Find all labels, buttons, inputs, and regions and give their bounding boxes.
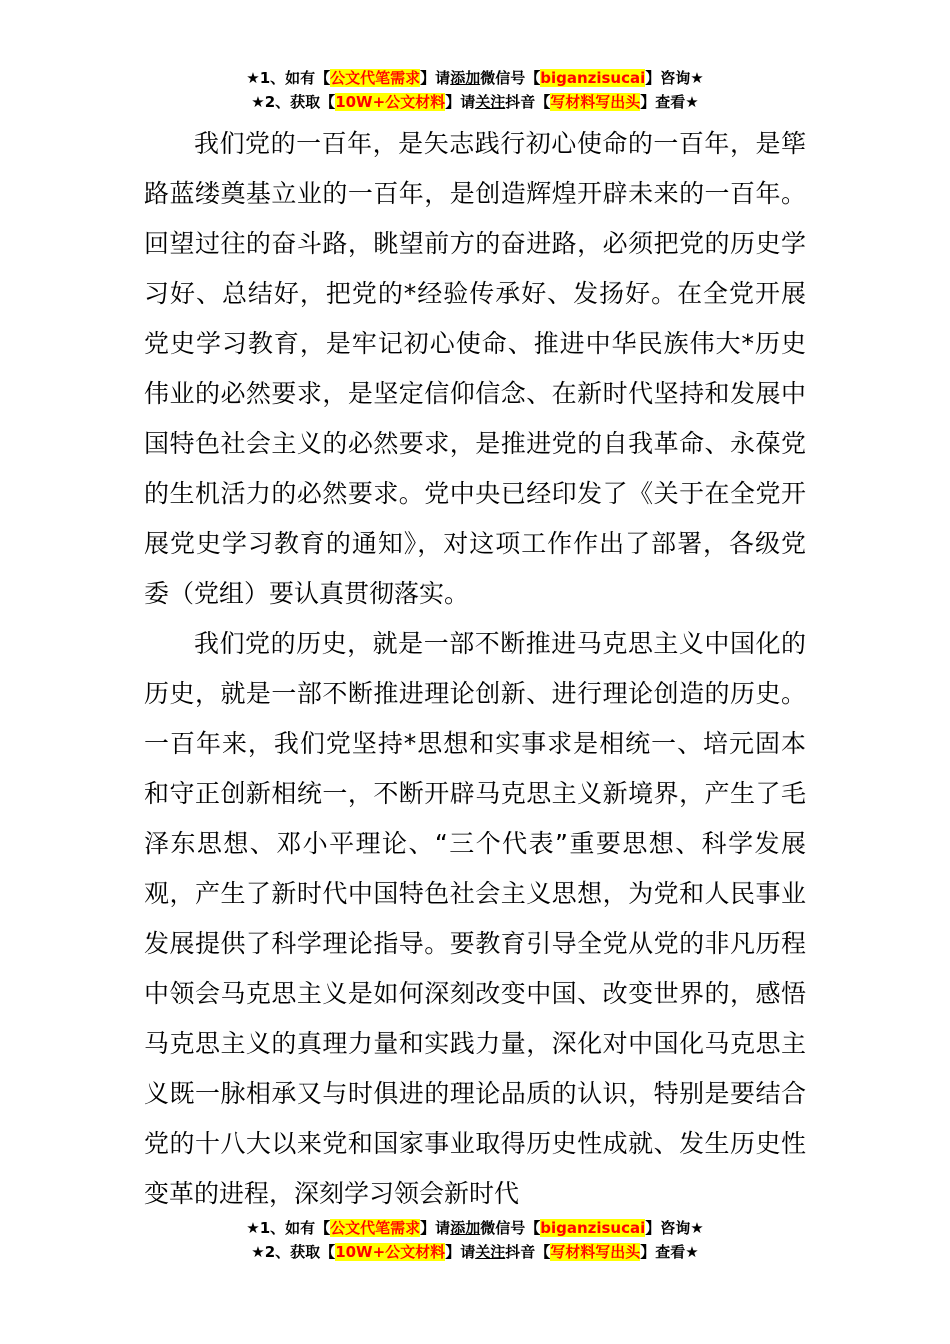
banner-line-2: ★2、获取【10W+公文材料】请关注抖音【写材料写出头】查看★ [251,1243,699,1261]
banner-line-1: ★1、如有【公文代笔需求】请添加微信号【biganzisucai】咨询★ [246,69,704,87]
underlined-add: 添加 [450,1219,481,1237]
highlight-materials: 10W+公文材料 [335,93,446,111]
banner-line-2: ★2、获取【10W+公文材料】请关注抖音【写材料写出头】查看★ [251,93,699,111]
underlined-follow: 关注 [475,1243,506,1261]
highlight-service: 公文代笔需求 [330,69,421,87]
underlined-add: 添加 [450,69,481,87]
highlight-wechat-id: biganzisucai [540,1219,646,1237]
highlight-service: 公文代笔需求 [330,1219,421,1237]
highlight-materials: 10W+公文材料 [335,1243,446,1261]
top-banner [0,66,950,114]
paragraph-2: 我们党的历史，就是一部不断推进马克思主义中国化的历史，就是一部不断推进理论创新、进行理论创造的历史。一百年来，我们党坚持*思想和实事求是相统一、培元固本和守正创新相统一，不断开辟马克思主义新境界，产生了毛泽东思想、邓小平理论、“三个代表”重要思想、科学发展观，产生了新时代中国特色社会主义思想，为党和人民事业发展提供了科学理论指导。要教育引导全党从党的非凡历程中领会马克思主义是如何深刻改变中国、改变世界的，感悟马克思主义的真理力量和实践力量，深化对中国化马克思主义既一脉相承又与时俱进的理论品质的认识，特别是要结合党的十八大以来党和国家事业取得历史性成就、发生历史性变革的进程，深刻学习领会新时代 [144,629,806,1208]
paragraph-1: 我们党的一百年，是矢志践行初心使命的一百年，是筚路蓝缕奠基立业的一百年，是创造辉煌开辟未来的一百年。回望过往的奋斗路，眺望前方的奋进路，必须把党的历史学习好、总结好，把党的*经验传承好、发扬好。在全党开展党史学习教育，是牢记初心使命、推进中华民族伟大*历史伟业的必然要求，是坚定信仰信念、在新时代坚持和发展中国特色社会主义的必然要求，是推进党的自我革命、永葆党的生机活力的必然要求。党中央已经印发了《关于在全党开展党史学习教育的通知》，对这项工作作出了部署，各级党委（党组）要认真贯彻落实。 [144,129,806,608]
underlined-follow: 关注 [475,93,506,111]
highlight-douyin-account: 写材料写出头 [550,1243,641,1261]
highlight-wechat-id: biganzisucai [540,69,646,87]
document-body [144,119,806,1219]
bottom-banner [0,1216,950,1264]
highlight-douyin-account: 写材料写出头 [550,93,641,111]
banner-line-1: ★1、如有【公文代笔需求】请添加微信号【biganzisucai】咨询★ [246,1219,704,1237]
